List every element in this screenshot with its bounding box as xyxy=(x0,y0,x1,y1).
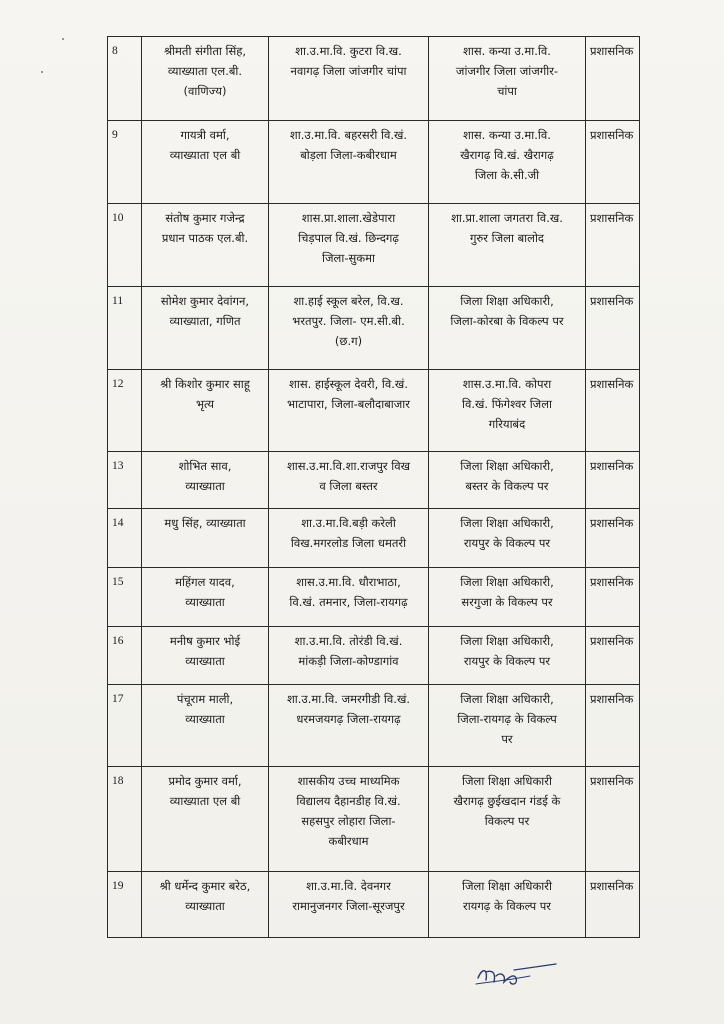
current-posting: शा.उ.मा.वि. देवनगर रामानुजनगर जिला-सूरजपुर xyxy=(292,879,405,913)
new-posting: जिला शिक्षा अधिकारी, जिला-कोरबा के विकल्प पर xyxy=(450,294,564,328)
transfer-type: प्रशासनिक xyxy=(586,685,640,767)
employee-name: पंचूराम माली, व्याख्याता xyxy=(176,692,234,726)
table-row xyxy=(108,37,640,121)
current-posting: शा.हाई स्कूल बरेल, वि.ख. भरतपुर. जिला- एम.सी.बी. (छ.ग) xyxy=(292,294,405,348)
serial-number: 9 xyxy=(108,121,142,204)
serial-number: 15 xyxy=(108,568,142,627)
table-row xyxy=(108,872,640,938)
serial-number: 13 xyxy=(108,452,142,509)
employee-name: प्रमोद कुमार वर्मा, व्याख्याता एल बी xyxy=(168,774,242,808)
transfer-type: प्रशासनिक xyxy=(586,287,640,370)
current-posting: शा.उ.मा.वि. बहरसरी वि.खं. बोड़ला जिला-कबीरधाम xyxy=(289,128,408,162)
current-posting: शास.उ.मा.वि.शा.राजपुर विख व जिला बस्तर xyxy=(286,459,411,493)
new-posting: जिला शिक्षा अधिकारी, रायपुर के विकल्प पर xyxy=(460,634,554,668)
table-row xyxy=(108,452,640,509)
serial-number: 14 xyxy=(108,509,142,568)
scan-speck xyxy=(41,71,43,73)
employee-name: मनीष कुमार भोई व्याख्याता xyxy=(169,634,241,668)
new-posting: शास. कन्या उ.मा.वि. खैरागढ़ वि.खं. खैरागढ़ जिला के.सी.जी xyxy=(460,128,554,182)
employee-name: सोमेश कुमार देवांगन, व्याख्याता, गणित xyxy=(160,294,250,328)
current-posting: शास. हाईस्कूल देवरी, वि.खं. भाटापारा, जिला-बलौदाबाजार xyxy=(287,377,410,411)
new-posting: जिला शिक्षा अधिकारी खैरागढ़ छुईखदान गंडई के विकल्प पर xyxy=(453,774,561,828)
employee-name: संतोष कुमार गजेन्द्र प्रधान पाठक एल.बी. xyxy=(161,211,249,245)
table-row xyxy=(108,509,640,568)
table-row xyxy=(108,287,640,370)
current-posting: शास.प्रा.शाला.खेडेपारा चिड़पाल वि.खं. छिन्दगढ़ जिला-सुकमा xyxy=(298,211,399,265)
serial-number: 16 xyxy=(108,627,142,685)
transfer-table xyxy=(107,36,640,938)
serial-number: 8 xyxy=(108,37,142,121)
transfer-type: प्रशासनिक xyxy=(586,452,640,509)
current-posting: शा.उ.मा.वि. कुटरा वि.ख. नवागढ़ जिला जांजगीर चांपा xyxy=(290,44,407,78)
employee-name: श्री धर्मेन्द कुमार बरेठ, व्याख्याता xyxy=(159,879,251,913)
table-row xyxy=(108,685,640,767)
serial-number: 17 xyxy=(108,685,142,767)
transfer-type: प्रशासनिक xyxy=(586,370,640,452)
table-row xyxy=(108,204,640,287)
serial-number: 10 xyxy=(108,204,142,287)
employee-name: शोभित साव, व्याख्याता xyxy=(178,459,232,493)
current-posting: शा.उ.मा.वि. जमरगीडी वि.खं. धरमजयगढ़ जिला-रायगढ़ xyxy=(286,692,411,726)
transfer-type: प्रशासनिक xyxy=(586,204,640,287)
new-posting: शास. कन्या उ.मा.वि. जांजगीर जिला जांजगीर- चांपा xyxy=(455,44,559,98)
transfer-type: प्रशासनिक xyxy=(586,121,640,204)
serial-number: 19 xyxy=(108,872,142,938)
table-row xyxy=(108,568,640,627)
current-posting: शास.उ.मा.वि. धौराभाठा, वि.खं. तमनार, जिला-रायगढ़ xyxy=(289,575,408,609)
current-posting: शा.उ.मा.वि. तोरंडी वि.खं. मांकड़ी जिला-कोण्डागांव xyxy=(294,634,403,668)
serial-number: 12 xyxy=(108,370,142,452)
transfer-type: प्रशासनिक xyxy=(586,767,640,872)
current-posting: शा.उ.मा.वि.बड़ी करेली विख.मगरलोड जिला धमतरी xyxy=(290,516,407,550)
current-posting: शासकीय उच्च माध्यमिक विद्यालय दैहानडीह वि.खं. सहसपुर लोहारा जिला- कबीरधाम xyxy=(296,774,401,848)
transfer-type: प्रशासनिक xyxy=(586,872,640,938)
new-posting: जिला शिक्षा अधिकारी, सरगुजा के विकल्प पर xyxy=(460,575,554,609)
new-posting: शास.उ.मा.वि. कोपरा वि.खं. फिंगेश्वर जिला गरियाबंद xyxy=(462,377,552,431)
transfer-type: प्रशासनिक xyxy=(586,568,640,627)
table-row xyxy=(108,370,640,452)
employee-name: महिंगल यादव, व्याख्याता xyxy=(175,575,235,609)
new-posting: जिला शिक्षा अधिकारी, रायपुर के विकल्प पर xyxy=(460,516,554,550)
new-posting: जिला शिक्षा अधिकारी, बस्तर के विकल्प पर xyxy=(460,459,554,493)
signature-image xyxy=(470,958,560,992)
serial-number: 11 xyxy=(108,287,142,370)
table-row xyxy=(108,627,640,685)
employee-name: मधु सिंह, व्याख्याता xyxy=(164,516,246,530)
employee-name: श्रीमती संगीता सिंह, व्याख्याता एल.बी. (वाणिज्य) xyxy=(163,44,247,98)
employee-name: श्री किशोर कुमार साहू भृत्य xyxy=(160,377,250,411)
transfer-type: प्रशासनिक xyxy=(586,37,640,121)
new-posting: शा.प्रा.शाला जगतरा वि.ख. गुरुर जिला बालोद xyxy=(451,211,563,245)
table-row xyxy=(108,767,640,872)
new-posting: जिला शिक्षा अधिकारी रायगढ़ के विकल्प पर xyxy=(462,879,552,913)
scan-speck xyxy=(62,38,64,40)
new-posting: जिला शिक्षा अधिकारी, जिला-रायगढ़ के विकल्प पर xyxy=(457,692,557,746)
serial-number: 18 xyxy=(108,767,142,872)
table-row xyxy=(108,121,640,204)
transfer-type: प्रशासनिक xyxy=(586,509,640,568)
employee-name: गायत्री वर्मा, व्याख्याता एल बी xyxy=(169,128,241,162)
transfer-type: प्रशासनिक xyxy=(586,627,640,685)
